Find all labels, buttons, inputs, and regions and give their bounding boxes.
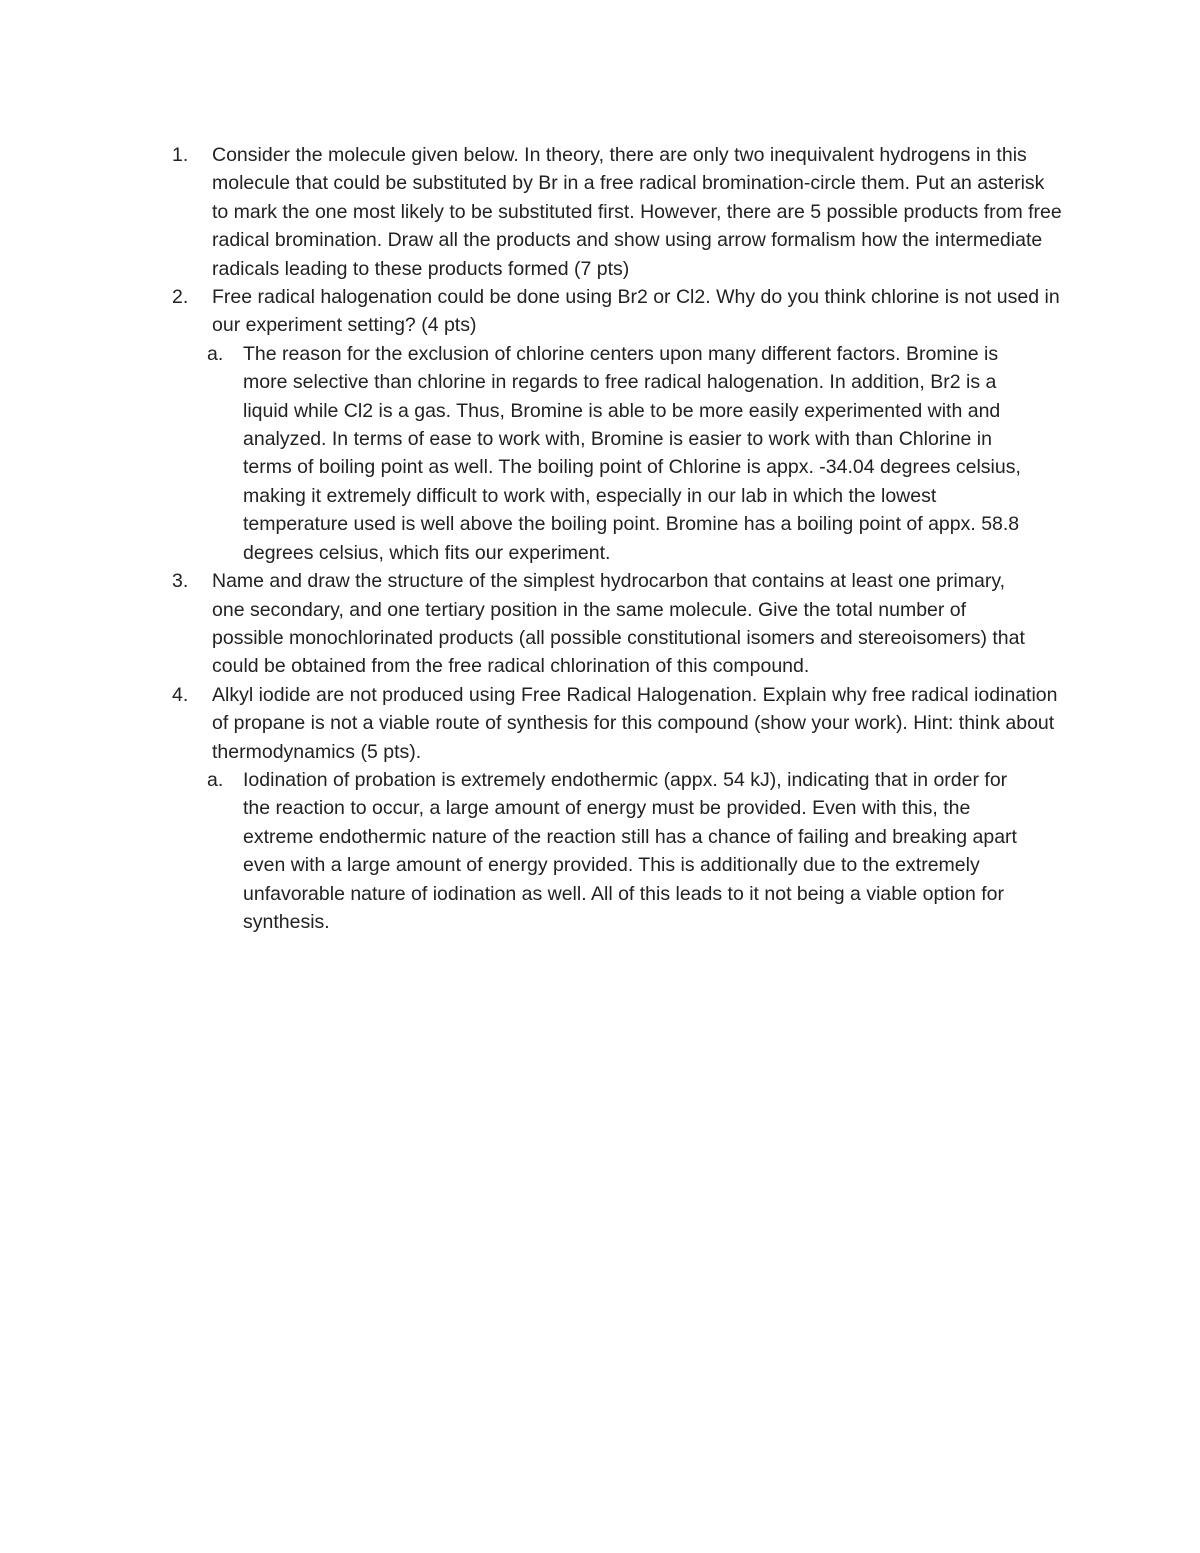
question-4 [172, 681, 1072, 766]
question-number: 2. [172, 286, 189, 309]
answer-letter: a. [207, 768, 224, 791]
answer-text: Iodination of probation is extremely endothermic (appx. 54 kJ), indicating that in order for the reaction to occur, a large amount of energy must be provided. Even with this, the extreme endothermic nature of the reaction still has a chance of failing and breaking apart even with a large amount of energy provided. This is additionally due to the extremely unfavorable nature of iodination as well. All of this leads to it not being a viable option for synthesis. [243, 768, 1017, 933]
question-text: Alkyl iodide are not produced using Free Radical Halogenation. Explain why free radical iodination of propane is not a viable route of synthesis for this compound (show your work). Hint: think about thermodynamics (5 pts). [212, 683, 1058, 763]
question-text: Free radical halogenation could be done using Br2 or Cl2. Why do you think chlorine is not used in our experiment setting? (4 pts) [212, 286, 1060, 337]
question-number: 1. [172, 144, 189, 166]
answer-text: The reason for the exclusion of chlorine centers upon many different factors. Bromine is more selective than chlorine in regards to free radical halogenation. In addition, Br2 is a liquid while Cl2 is a gas. Thus, Bromine is able to be more easily experimented with and analyzed. In terms of ease to work with, Bromine is easier to work with than Chlorine in terms of boiling point as well. The boiling point of Chlorine is appx. -34.04 degrees celsius, making it extremely difficult to work with, especially in our lab in which the lowest temperature used is well above the boiling point. Bromine has a boiling point of appx. 58.8 degrees celsius, which fits our experiment. [243, 342, 1021, 564]
question-text: Consider the molecule given below. In theory, there are only two inequivalent hydrogens in this molecule that could be substituted by Br in a free radical bromination-circle them. Put an asterisk to mark the one most likely to be substituted first. However, there are 5 possible products from free radical bromination. Draw all the products and show using arrow formalism how the intermediate radicals leading to these products formed (7 pts) [212, 144, 1062, 280]
question-2 [172, 283, 1072, 340]
answer-4a [172, 766, 1072, 936]
question-number: 3. [172, 570, 189, 593]
answer-letter: a. [207, 342, 224, 365]
question-3 [172, 567, 1072, 681]
question-1 [172, 141, 1072, 283]
question-list [172, 141, 1072, 936]
question-number: 4. [172, 683, 189, 706]
question-text: Name and draw the structure of the simplest hydrocarbon that contains at least one primary, one secondary, and one tertiary position in the same molecule. Give the total number of possible monochlorinated products (all possible constitutional isomers and stereoisomers) that could be obtained from the free radical chlorination of this compound. [212, 570, 1025, 678]
answer-2a [172, 340, 1072, 567]
